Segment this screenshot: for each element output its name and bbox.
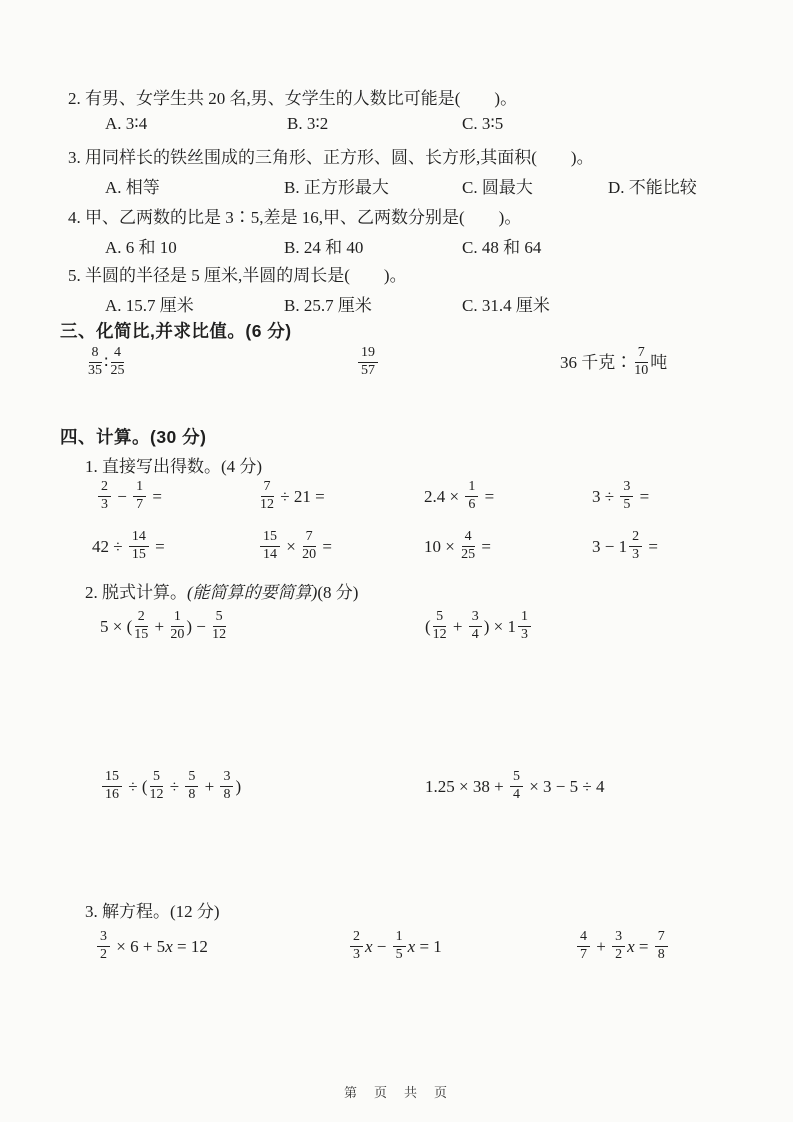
option-5a: A. 15.7 厘米 [105,296,194,315]
option-2a: A. 3∶4 [105,114,148,133]
option-2c: C. 3∶5 [462,114,504,133]
option-5b: B. 25.7 厘米 [284,296,372,315]
stepwise-note: (能简算的要简算) [187,583,318,602]
mental-r1c4: 3 ÷ $\frac{3}{5}$ = [592,479,650,512]
page-footer: 第 页 共 页 [343,1085,449,1100]
option-3a: A. 相等 [105,178,160,197]
question-stem-2: 2. 有男、女学生共 20 名,男、女学生的人数比可能是( )。 [68,89,518,108]
option-3d: D. 不能比较 [608,178,697,197]
simplify-item-2: $\frac{19}{57}$ [356,348,380,380]
stepwise-expr-2: ( $\frac{5}{12}$ + $\frac{3}{4}$ ) × 1 $\frac{1}{3}$ [425,612,533,644]
equation-1: $\frac{3}{2}$ × 6 + 5x = 12 [95,932,208,964]
section-title-calc: 四、计算。(30 分) [60,427,207,447]
equations-title: 3. 解方程。(12 分) [85,902,220,921]
mental-r2c4: 3 − 1 $\frac{2}{3}$ = [592,529,658,562]
option-5c: C. 31.4 厘米 [462,296,550,315]
simplify-item-3: 36 千克∶ $\frac{7}{10}$ 吨 [560,345,668,378]
option-3b: B. 正方形最大 [284,178,389,197]
equation-2: $\frac{2}{3}$ x − $\frac{1}{5}$ x = 1 [348,932,442,964]
stepwise-expr-1: 5 × ( $\frac{2}{15}$ + $\frac{1}{20}$ ) − $\frac{5}{12}$ [100,609,227,642]
stepwise-calc-title [85,578,358,603]
simplify-item-1: $\frac{8}{35}$ ∶ $\frac{4}{25}$ [88,345,125,378]
stepwise-title-text: 2. 脱式计算。 [85,583,187,602]
section-title-simplify: 三、化简比,并求比值。(6 分) [60,321,292,341]
mental-r2c3: 10 × $\frac{4}{25}$ = [424,529,491,562]
option-4a: A. 6 和 10 [105,238,177,257]
equation-3: $\frac{4}{7}$ + $\frac{3}{2}$ x = $\frac{7}{8}$ [575,932,670,964]
option-2b: B. 3∶2 [287,114,329,133]
stepwise-points: (8 分) [317,583,359,602]
stepwise-expr-4: 1.25 × 38 + $\frac{5}{4}$ × 3 − 5 ÷ 4 [425,769,605,802]
question-stem-4: 4. 甲、乙两数的比是 3∶5,差是 16,甲、乙两数分别是( )。 [68,208,522,227]
mental-r1c2: $\frac{7}{12}$ ÷ 21 = [260,479,325,512]
option-4c: C. 48 和 64 [462,238,542,257]
option-4b: B. 24 和 40 [284,238,364,257]
question-stem-3: 3. 用同样长的铁丝围成的三角形、正方形、圆、长方形,其面积( )。 [68,148,594,167]
mental-r2c1: 42 ÷ $\frac{14}{15}$ = [92,529,165,562]
mental-r1c3: 2.4 × $\frac{1}{6}$ = [424,479,495,512]
mental-calc-title: 1. 直接写出得数。(4 分) [85,457,263,476]
option-3c: C. 圆最大 [462,178,533,197]
question-stem-5: 5. 半圆的半径是 5 厘米,半圆的周长是( )。 [68,266,407,285]
mental-r1c1: $\frac{2}{3}$ − $\frac{1}{7}$ = [96,482,162,514]
mental-r2c2: $\frac{15}{14}$ × $\frac{7}{20}$ = [258,532,332,564]
stepwise-expr-3: $\frac{15}{16}$ ÷ ( $\frac{5}{12}$ ÷ $\frac{5}{8}$ + $\frac{3}{8}$ ) [100,772,241,804]
